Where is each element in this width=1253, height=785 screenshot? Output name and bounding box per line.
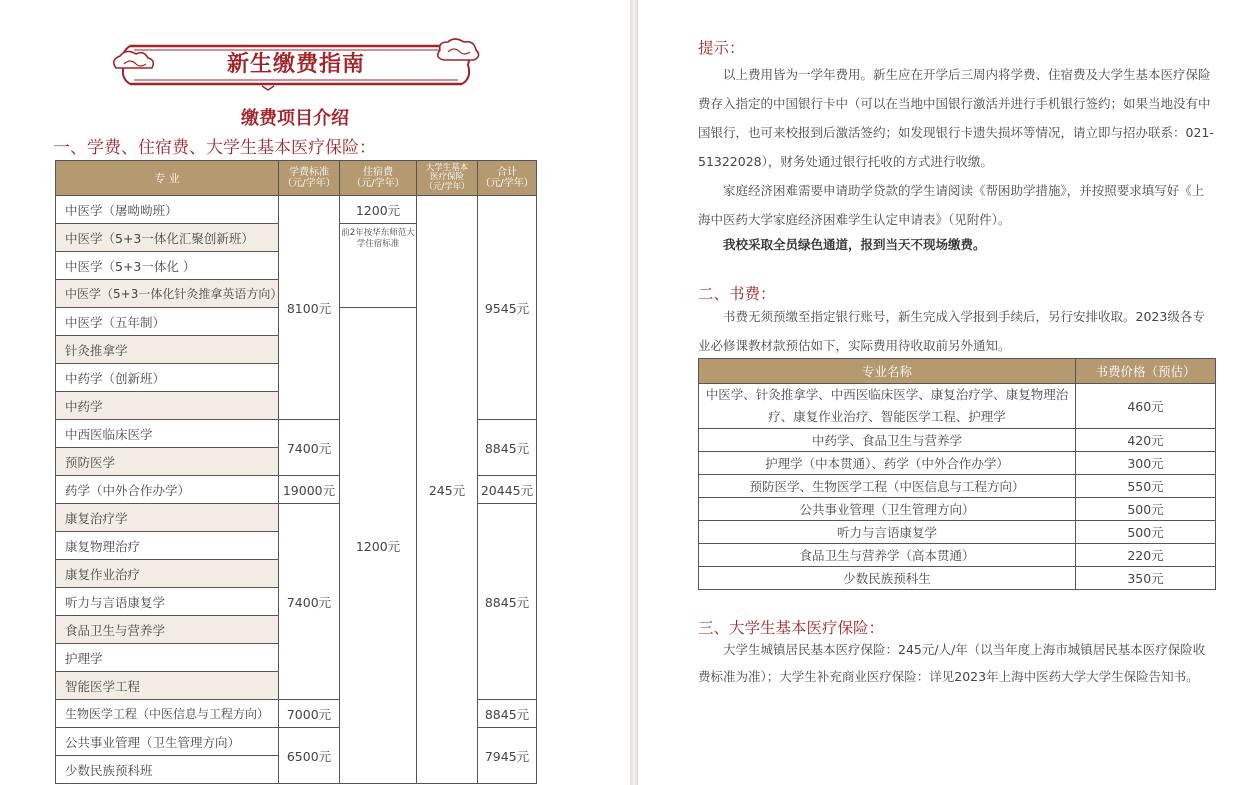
table-row	[699, 544, 1216, 567]
books-table	[698, 358, 1216, 590]
total-cell: 8845元	[478, 504, 537, 700]
major-cell: 康复治疗学	[56, 504, 279, 532]
total-cell: 8845元	[478, 420, 537, 476]
tuition-cell: 7000元	[279, 700, 340, 728]
book-price-cell: 460元	[1076, 384, 1216, 429]
total-cell: 7945元	[478, 728, 537, 784]
book-major-cell: 护理学（中本贯通）、药学（中外合作办学）	[699, 452, 1076, 475]
major-cell: 护理学	[56, 644, 279, 672]
major-cell: 中药学	[56, 392, 279, 420]
tip-paragraph-2: 家庭经济困难需要申请助学贷款的学生请阅读《帮困助学措施》，并按照要求填写好《上海中医药大学家庭经济困难学生认定申请表》（见附件）。	[698, 183, 1205, 227]
header-tuition: 学费标准 （元/学年）	[279, 161, 340, 196]
major-cell: 少数民族预科班	[56, 756, 279, 784]
table-row	[699, 452, 1216, 475]
major-cell: 中医学（5+3一体化 ）	[56, 252, 279, 280]
header-major: 专 业	[56, 161, 279, 196]
header-total: 合计 （元/学年）	[478, 161, 537, 196]
header-dorm: 住宿费 （元/学年）	[340, 161, 417, 196]
table-row	[56, 196, 537, 224]
book-price-cell: 420元	[1076, 429, 1216, 452]
insurance-cell: 245元	[417, 196, 478, 784]
header-insurance: 大学生基本 医疗保险 （元/学年）	[417, 161, 478, 196]
major-cell: 食品卫生与营养学	[56, 616, 279, 644]
section1-title: 一、学费、住宿费、大学生基本医疗保险：	[53, 138, 376, 158]
header-major-name: 专业名称	[699, 359, 1076, 384]
table-row	[699, 384, 1216, 429]
major-cell: 药学（中外合作办学）	[56, 476, 279, 504]
major-cell: 康复作业治疗	[56, 560, 279, 588]
major-cell: 中药学（创新班）	[56, 364, 279, 392]
tuition-cell: 7400元	[279, 420, 340, 476]
insurance-paragraph: 大学生城镇居民基本医疗保险：245元/人/年（以当年度上海市城镇居民基本医疗保险收费标准为准）；大学生补充商业医疗保险：详见2023年上海中医药大学大学生保险告知书。	[698, 642, 1206, 684]
book-price-cell: 550元	[1076, 475, 1216, 498]
book-major-cell: 少数民族预科生	[699, 567, 1076, 590]
major-cell: 针灸推拿学	[56, 336, 279, 364]
tuition-cell: 8100元	[279, 196, 340, 420]
book-price-cell: 220元	[1076, 544, 1216, 567]
book-price-cell: 300元	[1076, 452, 1216, 475]
book-major-cell: 中医学、针灸推拿学、中西医临床医学、康复治疗学、康复物理治疗、康复作业治疗、智能医学工程、护理学	[699, 384, 1076, 429]
major-cell: 生物医学工程（中医信息与工程方向）	[56, 700, 279, 728]
major-cell: 预防医学	[56, 448, 279, 476]
tip-paragraph-1: 以上费用皆为一学年费用。新生应在开学后三周内将学费、住宿费及大学生基本医疗保险费存入指定的中国银行卡中（可以在当地中国银行激活并进行手机银行签约；如果当地没有中国银行，也可来校报到后激活签约；如发现银行卡遗失损坏等情况，请立即与招办联系：021-51322028），财务处通过银行托收的方式进行收缴。	[698, 67, 1214, 169]
tuition-cell: 19000元	[279, 476, 340, 504]
section3-title: 三、大学生基本医疗保险：	[698, 619, 885, 637]
table-row	[699, 498, 1216, 521]
dorm-note-cell: 前2年按华东师范大学住宿标准	[340, 224, 417, 308]
total-cell: 20445元	[478, 476, 537, 504]
total-cell: 9545元	[478, 196, 537, 420]
right-page	[638, 0, 1253, 785]
tip-bold-note: 我校采取全员绿色通道，报到当天不现场缴费。	[723, 237, 986, 252]
major-cell: 听力与言语康复学	[56, 588, 279, 616]
table-row	[699, 521, 1216, 544]
header-price: 书费价格（预估）	[1076, 359, 1216, 384]
book-major-cell: 预防医学、生物医学工程（中医信息与工程方向）	[699, 475, 1076, 498]
total-cell: 8845元	[478, 700, 537, 728]
major-cell: 康复物理治疗	[56, 532, 279, 560]
section2-title: 二、书费：	[698, 285, 776, 303]
fee-table	[55, 160, 537, 784]
fee-table-header	[56, 161, 537, 196]
book-major-cell: 听力与言语康复学	[699, 521, 1076, 544]
table-row	[699, 429, 1216, 452]
title-banner	[112, 38, 480, 92]
page-spine	[630, 0, 638, 785]
tuition-cell: 6500元	[279, 728, 340, 784]
section-heading: 缴费项目介绍	[241, 108, 349, 129]
major-cell: 中医学（五年制）	[56, 308, 279, 336]
book-major-cell: 公共事业管理（卫生管理方向）	[699, 498, 1076, 521]
book-major-cell: 中药学、食品卫生与营养学	[699, 429, 1076, 452]
book-price-cell: 350元	[1076, 567, 1216, 590]
dorm-cell: 1200元	[340, 308, 417, 784]
books-paragraph: 书费无须预缴至指定银行账号，新生完成入学报到手续后，另行安排收取。2023级各专业必修课教材款预估如下，实际费用待收取前另外通知。	[698, 309, 1205, 353]
tip-title: 提示：	[698, 39, 745, 57]
table-row	[699, 567, 1216, 590]
tuition-cell: 7400元	[279, 504, 340, 700]
major-cell: 智能医学工程	[56, 672, 279, 700]
major-cell: 中医学（屠呦呦班）	[56, 196, 279, 224]
book-price-cell: 500元	[1076, 521, 1216, 544]
page-title: 新生缴费指南	[226, 52, 365, 77]
dorm-cell: 1200元	[340, 196, 417, 224]
book-price-cell: 500元	[1076, 498, 1216, 521]
books-table-header	[699, 359, 1216, 384]
major-cell: 中西医临床医学	[56, 420, 279, 448]
major-cell: 公共事业管理（卫生管理方向）	[56, 728, 279, 756]
table-row	[699, 475, 1216, 498]
major-cell: 中医学（5+3一体化针灸推拿英语方向）	[56, 280, 279, 308]
book-major-cell: 食品卫生与营养学（高本贯通）	[699, 544, 1076, 567]
major-cell: 中医学（5+3一体化汇聚创新班）	[56, 224, 279, 252]
